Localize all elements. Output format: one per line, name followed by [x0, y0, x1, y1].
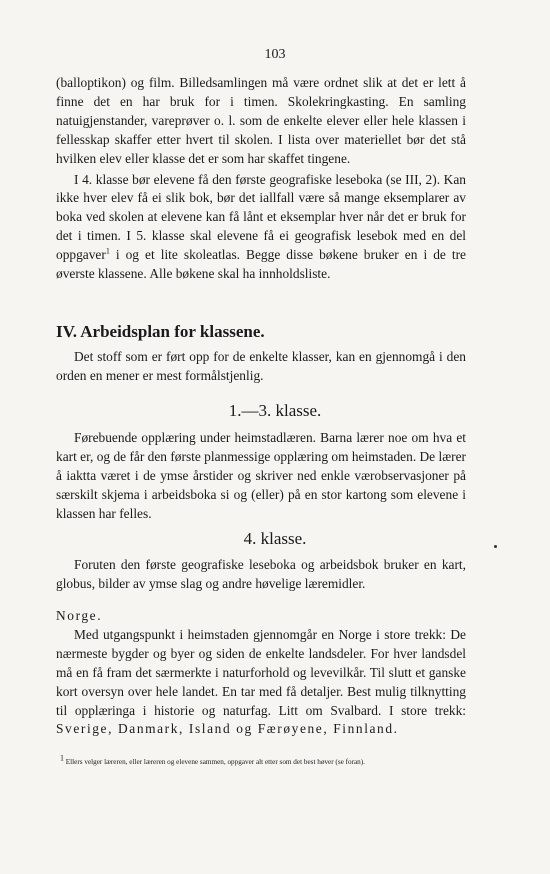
paragraph-materials: (balloptikon) og film. Billedsamlingen må være ordnet slik at det er lett å finne det en har bruk for i timen. Skolekringkasting. En samling natuigjenstander, vareprøver o. l. som de enkelte elever eller hele klassen i fellesskap skaffer etter hvert til skolen. I lista over materiellet bør det stå hvilken elev eller klasse det er som har skaffet tingene. [56, 75, 466, 166]
paragraph-textbooks [56, 171, 466, 284]
norge-text [56, 626, 466, 739]
grades-1-3-block [56, 429, 466, 524]
section-intro: Det stoff som er ført opp for de enkelte klasser, kan en gjennomgå i den orden en mener er mest formålstjenlig. [56, 349, 466, 383]
footnote-text: Ellers velger læreren, eller læreren og elevene sammen, oppgaver alt etter som det best høver (se foran). [65, 758, 365, 766]
section-heading: IV. Arbeidsplan for klassene. [56, 322, 265, 341]
footnote-reference: 1 [105, 246, 110, 256]
footnote-mark: 1 [60, 753, 64, 763]
grade-4-block [56, 556, 466, 594]
textbooks-text-a: I 4. klasse bør elevene få den første geografiske leseboka (se III, 2). Kan ikke hver elev få ei slik bok, bør det iallfall være så mange eksemplarer av boka ved skolen at elevene kan få lånt et eksemplar hver når det er bruk for det i timen. I 5. klasse skal elevene få ei geografisk lesebok med en del oppgaver [56, 171, 466, 263]
subheading-grade-4: 4. klasse. [243, 529, 307, 548]
footnote [60, 753, 500, 767]
body-top [56, 74, 466, 284]
page-number: 103 [264, 47, 286, 62]
print-speck [494, 545, 497, 548]
section-intro-block [56, 348, 466, 386]
grade-4-text: Foruten den første geografiske leseboka og arbeidsbok bruker en kart, globus, bilder av ymse slag og andre høvelige læremidler. [56, 557, 466, 591]
textbooks-text-b: i og et lite skoleatlas. Begge disse bøkene bruker en i de tre øverste klassene. Alle bøkene skal ha innholdsliste. [56, 247, 466, 282]
norge-text-main: Med utgangspunkt i heimstaden gjennomgår en Norge i store trekk: De nærmeste bygder og byer og siden de enkelte landsdeler. For hver landsdel må en få fram det særmerkte i naturforhold og levevilkår. Til slutt et ganske kort oversyn over hele landet. En tar med få detaljer. Best mulig tilknytting til opplæringa i historie og naturfag. Litt om Svalbard. I store trekk: [56, 626, 466, 718]
subheading-grades-1-3: 1.—3. klasse. [228, 401, 322, 420]
grades-1-3-text: Førebuende opplæring under heimstadlæren. Barna lærer noe om hva et kart er, og de får den første planmessige opplæring om heimstaden. De lærer å iaktta været i de ymse årstider og skriver ned enkle værobservasjoner på særskilt skjema i arbeidsboka si og (eller) på en stor kartong som elevene i klassen har felles. [56, 430, 466, 521]
norge-block [56, 607, 466, 739]
norge-text-spaced: Sverige, Danmark, Island og Færøyene, Finnland. [56, 721, 399, 737]
norge-label: Norge. [56, 608, 103, 623]
